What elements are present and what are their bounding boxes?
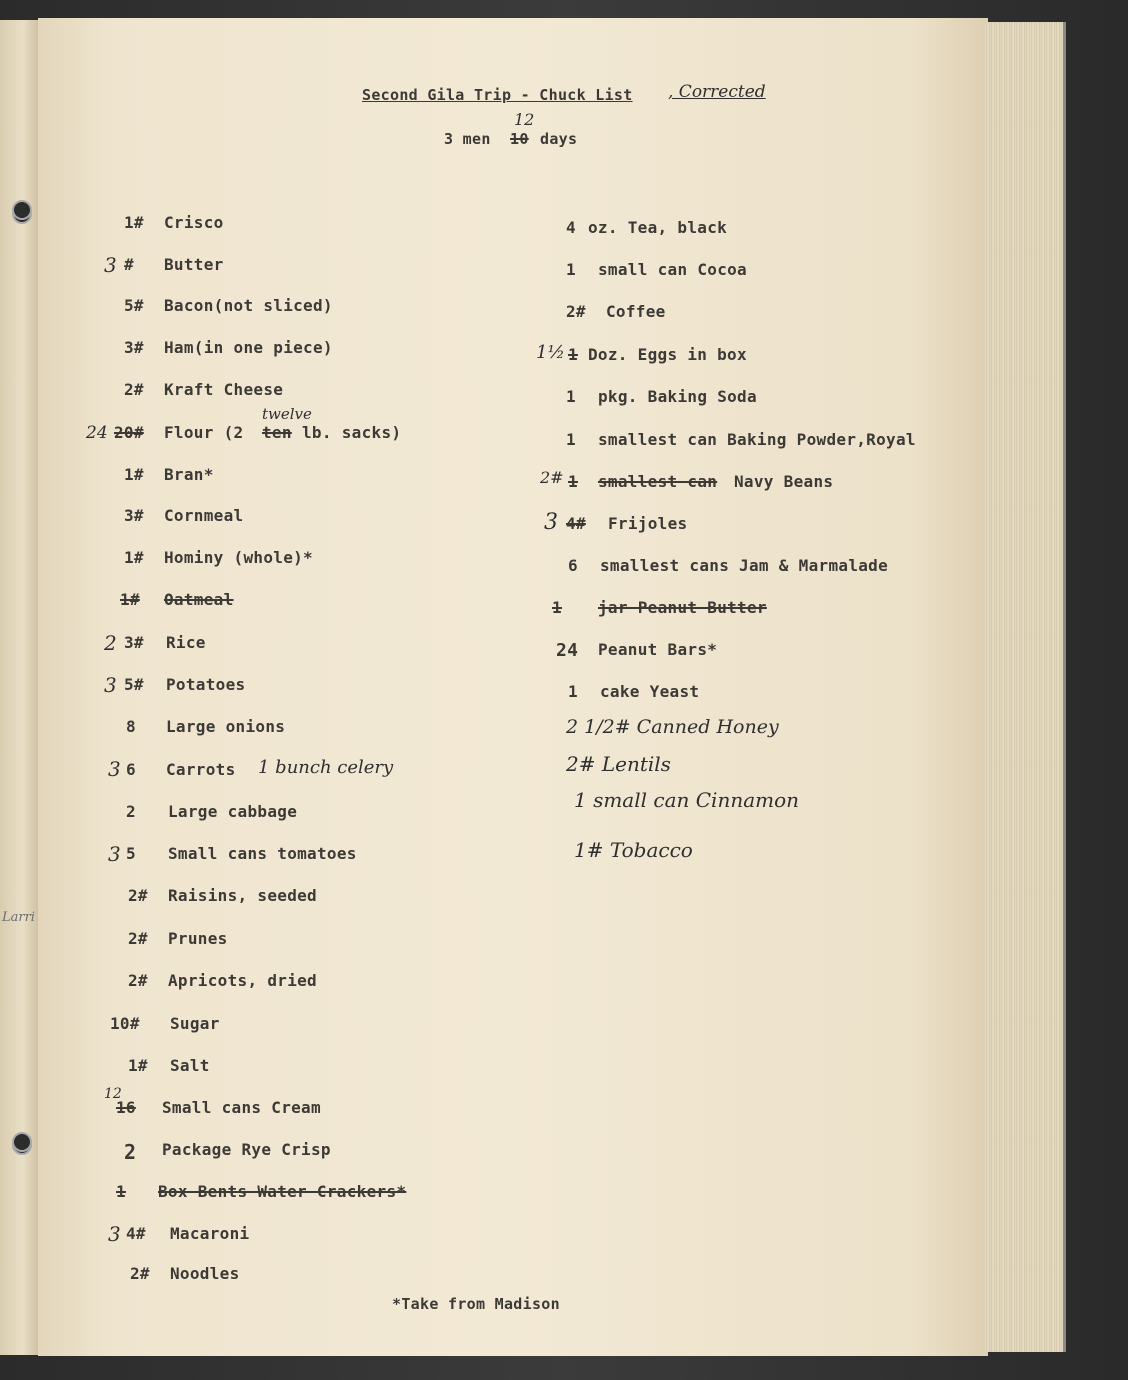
item-name: oz. Tea, black: [588, 218, 728, 237]
item-qty: 2#: [130, 1264, 150, 1283]
title-annotation: , Corrected: [668, 82, 766, 102]
item-name: Bran*: [164, 465, 214, 484]
item-qty: 5: [126, 844, 136, 863]
item-name: Apricots, dried: [168, 971, 317, 990]
page-stack-edges: [985, 22, 1066, 1352]
item-qty: 2: [126, 802, 136, 821]
item-qty-correction: 2#: [540, 468, 564, 487]
item-qty: 5#: [124, 675, 144, 694]
item-name: Carrots: [166, 760, 236, 779]
item-name-rest: lb. sacks): [302, 423, 402, 442]
item-name: smallest cans Jam & Marmalade: [600, 556, 889, 575]
item-name: Potatoes: [166, 675, 246, 694]
item-qty: 3#: [124, 338, 144, 357]
item-qty-correction: 2: [104, 631, 117, 655]
item-name: Peanut Bars*: [598, 640, 718, 659]
item-qty-correction: 3: [108, 757, 121, 781]
item-qty: 16: [116, 1098, 136, 1117]
item-qty: 20#: [114, 423, 144, 442]
item-qty-correction: 1½: [536, 342, 565, 363]
item-qty-correction: 3: [108, 1222, 121, 1246]
item-qty: 1: [116, 1182, 126, 1201]
item-qty: 2: [124, 1140, 137, 1164]
item-name: Box Bents Water Crackers*: [158, 1182, 407, 1201]
item-qty: 2#: [128, 886, 148, 905]
item-qty: 3#: [124, 633, 144, 652]
item-name: Large cabbage: [168, 802, 298, 821]
item-qty: 1: [566, 387, 576, 406]
item-struck-word: smallest can: [598, 472, 718, 491]
item-name: Coffee: [606, 302, 666, 321]
item-name: Oatmeal: [164, 590, 234, 609]
item-name: Bacon(not sliced): [164, 296, 333, 315]
item-qty: 1#: [128, 1056, 148, 1075]
item-name: Sugar: [170, 1014, 220, 1033]
subtitle-prefix: 3 men: [444, 130, 491, 148]
item-name: Salt: [170, 1056, 210, 1075]
item-qty: 2#: [128, 971, 148, 990]
item-qty: 1: [552, 598, 562, 617]
item-qty: 2#: [128, 929, 148, 948]
item-name: Frijoles: [608, 514, 688, 533]
item-qty: 6: [126, 760, 136, 779]
item-name: Small cans Cream: [162, 1098, 321, 1117]
item-name: jar Peanut Butter: [598, 598, 767, 617]
item-name: cake Yeast: [600, 682, 700, 701]
item-qty-correction: 3: [544, 510, 558, 535]
subtitle-suffix: days: [540, 130, 578, 148]
item-name: pkg. Baking Soda: [598, 387, 757, 406]
handwritten-item: 2 1/2# Canned Honey: [566, 716, 779, 738]
item-handwritten-note: 1 bunch celery: [258, 757, 394, 778]
item-qty: 2#: [124, 380, 144, 399]
item-qty: 1#: [124, 548, 144, 567]
item-name: Large onions: [166, 717, 286, 736]
item-qty: 6: [568, 556, 578, 575]
item-name: Doz. Eggs in box: [588, 345, 747, 364]
item-name: Macaroni: [170, 1224, 250, 1243]
item-name: Hominy (whole)*: [164, 548, 313, 567]
subtitle-inserted-number: 12: [514, 110, 535, 129]
item-qty: 24: [556, 640, 579, 661]
item-name: Prunes: [168, 929, 228, 948]
left-page-edge: [0, 20, 38, 1355]
item-qty: 1: [566, 260, 576, 279]
item-name: Raisins, seeded: [168, 886, 317, 905]
item-qty: 10#: [110, 1014, 140, 1033]
item-name: Flour (2: [164, 423, 244, 442]
item-qty-correction: 3: [108, 842, 121, 866]
item-qty: 1: [566, 430, 576, 449]
item-inserted-word: twelve: [262, 405, 312, 423]
page-title: Second Gila Trip - Chuck List: [362, 86, 633, 104]
item-qty: 4: [566, 218, 576, 237]
item-name: Package Rye Crisp: [162, 1140, 331, 1159]
item-qty: 1#: [120, 590, 140, 609]
item-name: Kraft Cheese: [164, 380, 284, 399]
footnote: *Take from Madison: [392, 1295, 560, 1313]
item-qty: 1: [568, 682, 578, 701]
subtitle-struck-number: 10: [510, 130, 529, 148]
item-qty: 3#: [124, 506, 144, 525]
handwritten-item: 1# Tobacco: [574, 838, 693, 862]
item-name: smallest can Baking Powder,Royal: [598, 430, 916, 449]
handwritten-item: 2# Lentils: [566, 752, 671, 776]
item-qty-correction: 3: [104, 253, 117, 277]
item-qty-correction: 3: [104, 673, 117, 697]
binder-ring-hole: [12, 200, 32, 220]
item-name: Small cans tomatoes: [168, 844, 357, 863]
item-name: small can Cocoa: [598, 260, 747, 279]
item-qty-correction: 12: [104, 1086, 122, 1102]
item-qty: 8: [126, 717, 136, 736]
item-name: Rice: [166, 633, 206, 652]
item-name: Crisco: [164, 213, 224, 232]
binder-ring-hole: [12, 1132, 32, 1152]
item-qty: 5#: [124, 296, 144, 315]
item-qty: 1: [568, 472, 578, 491]
item-name: Noodles: [170, 1264, 240, 1283]
item-qty: 1: [568, 345, 578, 364]
handwritten-item: 1 small can Cinnamon: [574, 788, 800, 812]
item-name: Cornmeal: [164, 506, 244, 525]
item-qty-correction: 24: [86, 423, 108, 443]
item-name: Butter: [164, 255, 224, 274]
item-qty: #: [124, 255, 134, 274]
item-name: Ham(in one piece): [164, 338, 333, 357]
margin-scribble: Larri: [2, 910, 35, 925]
item-qty: 1#: [124, 213, 144, 232]
item-qty: 2#: [566, 302, 586, 321]
item-qty: 4#: [566, 514, 586, 533]
item-qty: 1#: [124, 465, 144, 484]
item-qty: 4#: [126, 1224, 146, 1243]
item-name: Navy Beans: [734, 472, 834, 491]
item-struck-word: ten: [262, 423, 292, 442]
